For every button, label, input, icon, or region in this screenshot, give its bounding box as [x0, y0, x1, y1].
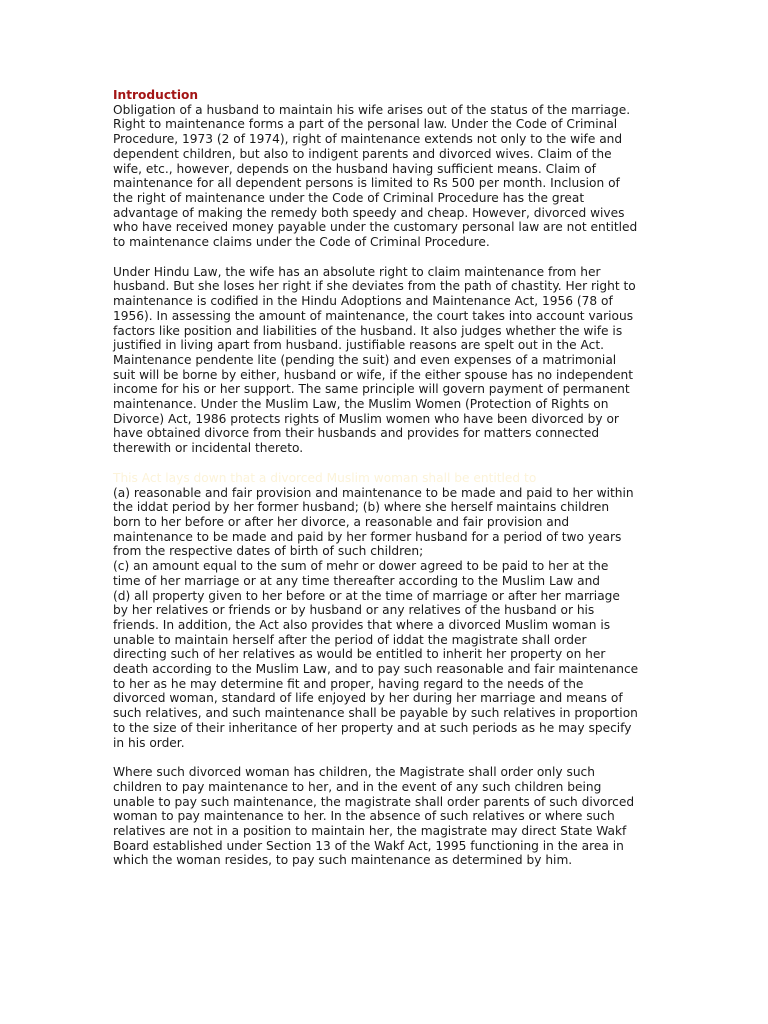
paragraph-entitlements: (a) reasonable and fair provision and maintenance to be made and paid to her within the iddat period by her former husband; (b) where she herself maintains children born to her before or after her divorce, a reasonable and fair provision and maintenance to be made and paid by her former husband for a period of two years from the respective dates of birth of such children; (c) an amount equal to the sum of mehr or dower agreed to be paid to her at the time of her marriage or at any time thereafter according to the Muslim Law and (d) all property given to her before or at the time of marriage or after her marriage by her relatives or friends or by husband or any relatives of the husband or his friends. In addition, the Act also provides that where a divorced Muslim woman is unable to maintain herself after the period of iddat the magistrate shall order directing such of her relatives as would be entitled to inherit her property on her death according to the Muslim Law, and to pay such reasonable and fair maintenance to her as he may determine fit and proper, having regard to the needs of the divorced woman, standard of life enjoyed by her during her marriage and means of such relatives, and such maintenance shall be payable by such relatives in proportion to the size of their inheritance of her property and at such periods as he may specify in his order.	[113, 485, 639, 750]
section-heading: Introduction	[113, 88, 199, 102]
paragraph-introduction: Obligation of a husband to maintain his wife arises out of the status of the marriage. Right to maintenance forms a part of the personal law. Under the Code of Criminal Procedure, 1973 (2 of 1974), right of maintenance extends not only to the wife and dependent children, but also to indigent parents and divorced wives. Claim of the wife, etc., however, depends on the husband having sufficient means. Claim of maintenance for all dependent persons is limited to Rs 500 per month. Inclusion of the right of maintenance under the Code of Criminal Procedure has the great advantage of making the remedy both speedy and cheap. However, divorced wives who have received money payable under the customary personal law are not entitled to maintenance claims under the Code of Criminal Procedure.	[113, 102, 638, 250]
paragraph-spacer	[113, 750, 659, 765]
paragraph-children-maintenance: Where such divorced woman has children, the Magistrate shall order only such children to pay maintenance to her, and in the event of any such children being unable to pay such maintenance, the magistrate shall order parents of such divorced woman to pay maintenance to her. In the absence of such relatives or where such relatives are not in a position to maintain her, the magistrate may direct State Wakf Board established under Section 13 of the Wakf Act, 1995 functioning in the area in which the woman resides, to pay such maintenance as determined by him.	[113, 765, 635, 868]
faint-text-line: This Act lays down that a divorced Muslim woman shall be entitled to	[113, 470, 537, 485]
paragraph-spacer	[113, 250, 659, 265]
document-body	[113, 88, 659, 868]
paragraph-hindu-law: Under Hindu Law, the wife has an absolute right to claim maintenance from her husband. But she loses her right if she deviates from the path of chastity. Her right to maintenance is codified in the Hindu Adoptions and Maintenance Act, 1956 (78 of 1956). In assessing the amount of maintenance, the court takes into account various factors like position and liabilities of the husband. It also judges whether the wife is justified in living apart from husband. justifiable reasons are spelt out in the Act. Maintenance pendente lite (pending the suit) and even expenses of a matrimonial suit will be borne by either, husband or wife, if the either spouse has no independent income for his or her support. The same principle will govern payment of permanent maintenance. Under the Muslim Law, the Muslim Women (Protection of Rights on Divorce) Act, 1986 protects rights of Muslim women who have been divorced by or have obtained divorce from their husbands and provides for matters connected therewith or incidental thereto.	[113, 264, 636, 456]
paragraph-spacer	[113, 456, 659, 471]
